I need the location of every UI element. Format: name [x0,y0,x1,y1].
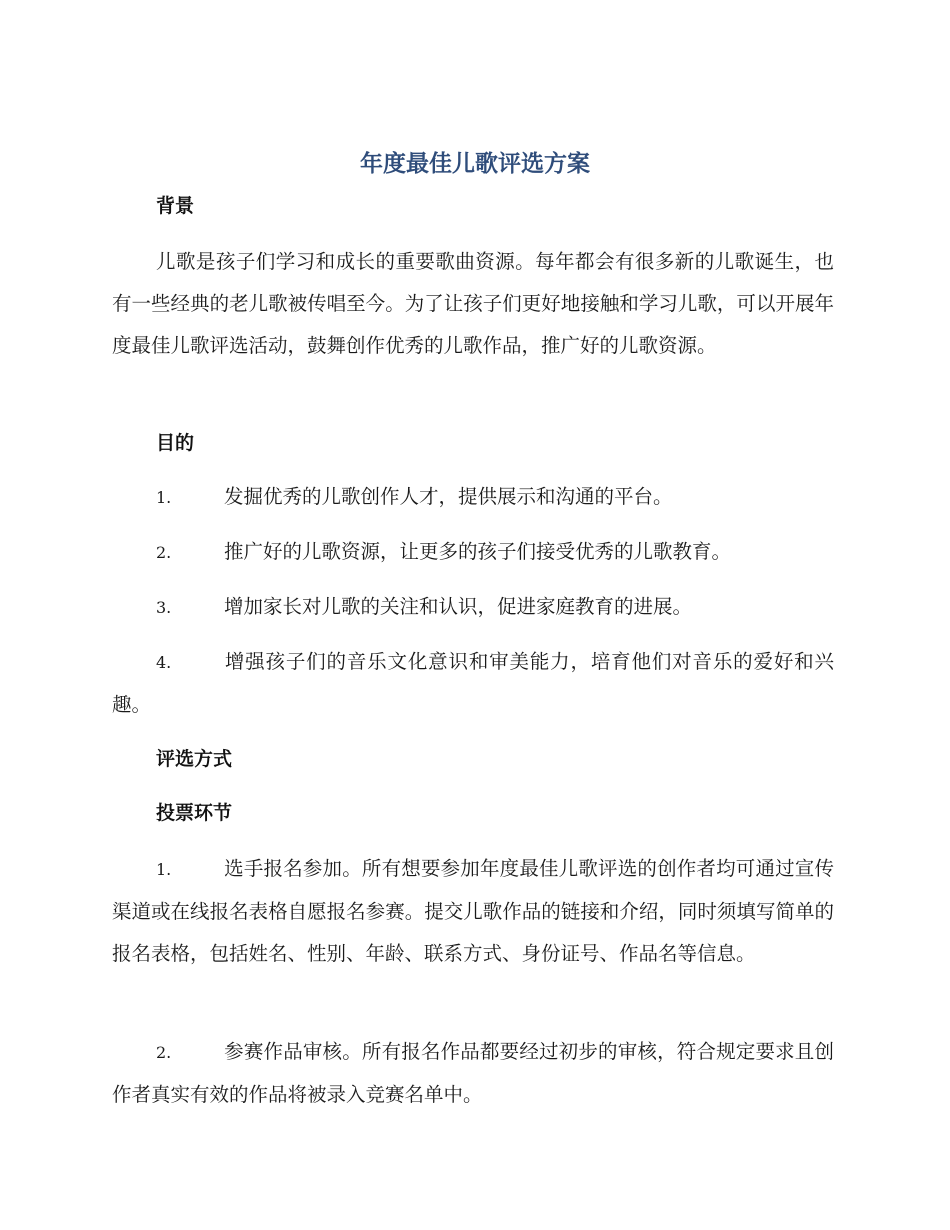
list-number: 2. [156,543,172,562]
list-number: 3. [156,598,172,617]
list-item-text: 发掘优秀的儿歌创作人才，提供展示和沟通的平台。 [224,485,673,508]
purpose-list-item [112,531,834,574]
method-list-item [112,1031,834,1116]
section-heading-purpose: 目的 [156,432,195,454]
section-heading-method: 评选方式 [156,748,233,770]
list-item-text: 选手报名参加。所有想要参加年度最佳儿歌评选的创作者均可通过宣传渠道或在线报名表格自愿报名参赛。提交儿歌作品的链接和介绍，同时须填写简单的报名表格，包括姓名、性别、年龄、联系方式、身份证号、作品名等信息。 [112,857,834,965]
document-title: 年度最佳儿歌评选方案 [360,151,590,177]
list-item-text: 增加家长对儿歌的关注和认识，促进家庭教育的进展。 [224,595,693,618]
list-number: 4. [156,653,172,672]
purpose-list-item [112,586,834,629]
background-paragraph: 儿歌是孩子们学习和成长的重要歌曲资源。每年都会有很多新的儿歌诞生，也有一些经典的老儿歌被传唱至今。为了让孩子们更好地接触和学习儿歌，可以开展年度最佳儿歌评选活动，鼓舞创作优秀的儿歌作品，推广好的儿歌资源。 [112,250,834,357]
list-number: 1. [156,860,172,879]
list-number: 2. [156,1043,172,1062]
list-number: 1. [156,488,172,507]
purpose-list-item [112,641,834,726]
section-heading-background: 背景 [156,195,195,217]
purpose-list-item [112,476,834,519]
list-item-text: 推广好的儿歌资源，让更多的孩子们接受优秀的儿歌教育。 [224,540,732,563]
method-list-item [112,848,834,975]
list-item-text: 参赛作品审核。所有报名作品都要经过初步的审核，符合规定要求且创作者真实有效的作品将被录入竞赛名单中。 [112,1040,834,1106]
list-item-text: 增强孩子们的音乐文化意识和审美能力，培育他们对音乐的爱好和兴趣。 [112,650,834,716]
subsection-heading-voting: 投票环节 [156,802,233,824]
